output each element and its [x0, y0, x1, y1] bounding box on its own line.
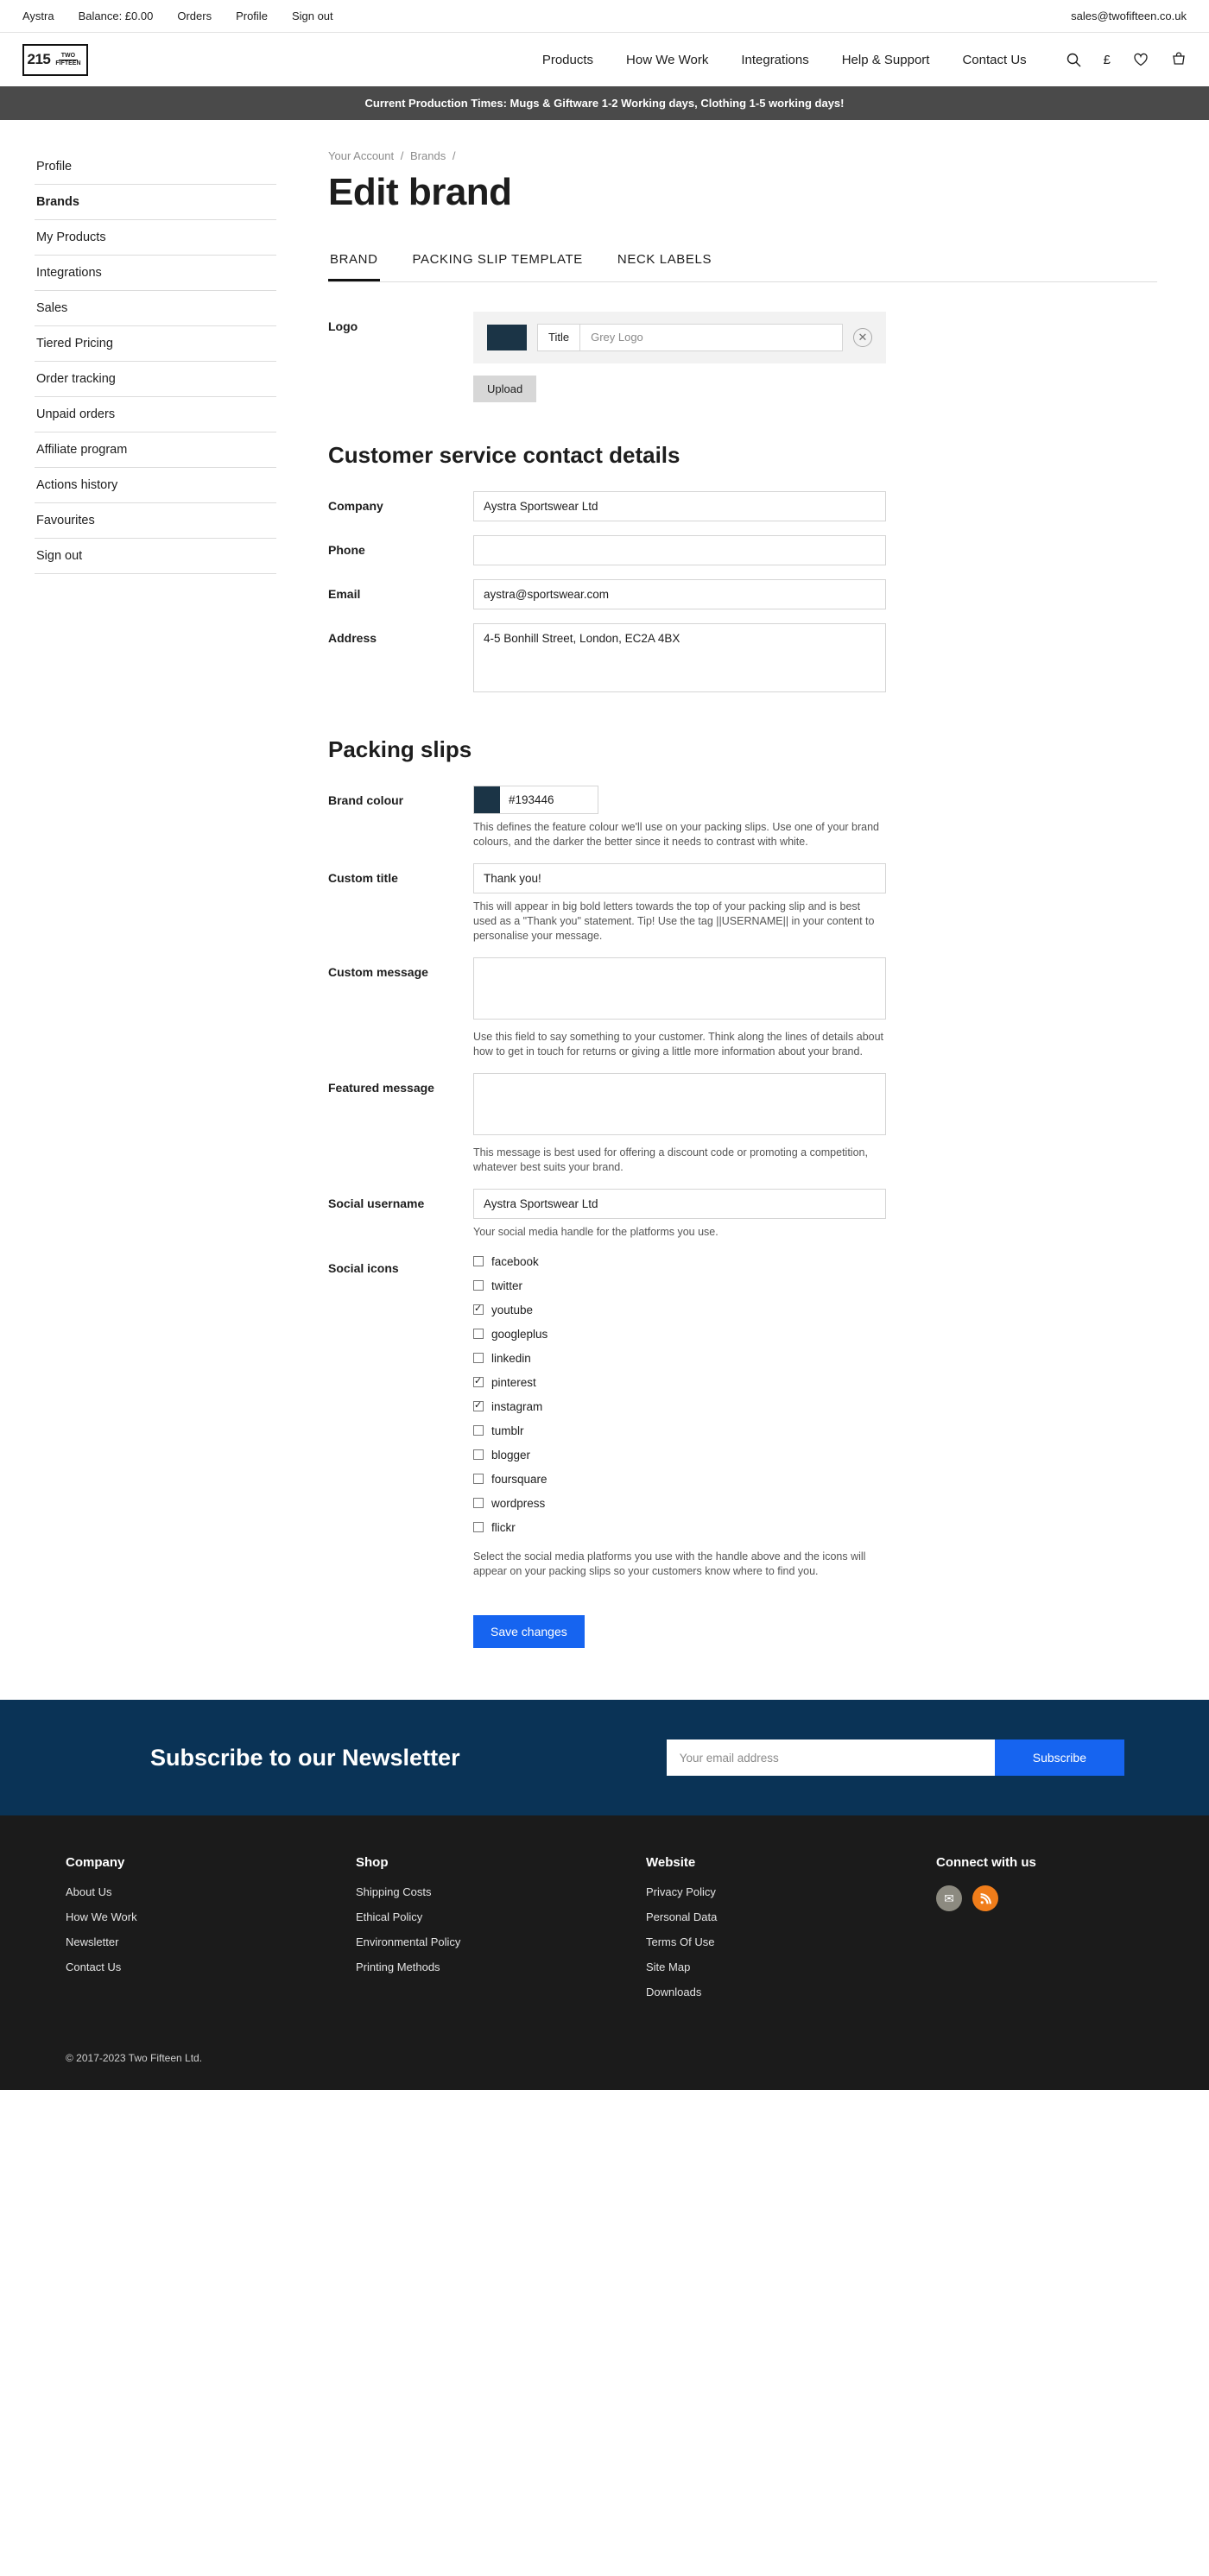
social-option-label: googleplus — [491, 1327, 548, 1341]
nav-item-products[interactable]: Products — [541, 52, 594, 67]
utility-bar — [0, 0, 1209, 33]
footer-link-printing-methods[interactable]: Printing Methods — [356, 1960, 440, 1973]
company-field — [473, 491, 886, 521]
newsletter-subscribe-button[interactable]: Subscribe — [995, 1739, 1124, 1776]
social-option-label: youtube — [491, 1303, 534, 1316]
footer-link-site-map[interactable]: Site Map — [646, 1960, 691, 1973]
featured-message-label: Featured message — [328, 1081, 434, 1095]
logo-title-input[interactable] — [537, 324, 843, 351]
email-label: Email — [328, 587, 361, 601]
wishlist-icon[interactable] — [1133, 52, 1149, 67]
utility-orders-link[interactable]: Orders — [177, 9, 212, 22]
social-option-label: wordpress — [491, 1496, 546, 1510]
sidebar-item-unpaid-orders[interactable]: Unpaid orders — [35, 397, 276, 432]
footer-social-icons — [936, 1885, 1209, 1911]
social-icons-row — [328, 1253, 1157, 1579]
sidebar-item-favourites[interactable]: Favourites — [35, 503, 276, 539]
newsletter-form — [667, 1739, 1174, 1776]
address-input[interactable] — [473, 623, 886, 692]
tab-brand[interactable]: BRAND — [328, 243, 380, 281]
logo-title-label: Title — [538, 325, 580, 350]
address-row — [328, 623, 1157, 697]
breadcrumb-separator-2: / — [452, 149, 456, 162]
utility-profile-link[interactable]: Profile — [236, 9, 268, 22]
social-option-youtube[interactable] — [473, 1302, 886, 1317]
sidebar-item-tiered-pricing[interactable]: Tiered Pricing — [35, 326, 276, 362]
custom-message-help: Use this field to say something to your customer. Think along the lines of details about how to get in touch for returns or giving a little more information about your brand. — [473, 1031, 884, 1058]
footer-company-title: Company — [66, 1855, 125, 1870]
checkbox-instagram[interactable] — [473, 1401, 484, 1411]
social-option-blogger[interactable] — [473, 1447, 886, 1462]
utility-signout-link[interactable]: Sign out — [291, 9, 333, 22]
brand-colour-value[interactable]: #193446 — [509, 793, 554, 806]
brand-colour-row — [328, 786, 1157, 849]
utility-bar-left — [22, 9, 333, 22]
footer-link-environmental-policy[interactable]: Environmental Policy — [356, 1935, 461, 1948]
breadcrumb-your-account[interactable]: Your Account — [328, 149, 395, 162]
checkbox-youtube[interactable] — [473, 1304, 484, 1315]
social-icons-checkbox-list — [473, 1253, 886, 1544]
primary-nav-links — [542, 53, 1027, 67]
contact-section-heading: Customer service contact details — [328, 442, 680, 468]
footer-copyright: © 2017-2023 Two Fifteen Ltd. — [66, 2052, 203, 2064]
logo-word-top: TWO — [59, 53, 78, 60]
checkbox-pinterest[interactable] — [473, 1377, 484, 1387]
account-sidebar — [35, 149, 294, 1648]
footer-link-terms-of-use[interactable]: Terms Of Use — [646, 1935, 715, 1948]
company-label: Company — [328, 499, 383, 513]
checkbox-linkedin[interactable] — [473, 1353, 484, 1363]
nav-icon-group — [1067, 52, 1187, 67]
address-label: Address — [328, 631, 377, 645]
currency-selector[interactable]: £ — [1103, 52, 1111, 67]
site-footer — [0, 1815, 1209, 2090]
footer-column-shop — [356, 1855, 646, 2011]
social-option-label: facebook — [491, 1254, 539, 1268]
sidebar-item-affiliate-program[interactable]: Affiliate program — [35, 432, 276, 468]
footer-link-shipping-costs[interactable]: Shipping Costs — [356, 1885, 432, 1898]
announcement-banner: Current Production Times: Mugs & Giftware 1-2 Working days, Clothing 1-5 working days! — [0, 86, 1209, 120]
social-option-label: instagram — [491, 1399, 543, 1413]
social-option-linkedin[interactable] — [473, 1350, 886, 1366]
logo-field — [473, 312, 886, 402]
logo-label: Logo — [328, 319, 358, 333]
social-option-wordpress[interactable] — [473, 1495, 886, 1511]
company-row — [328, 491, 1157, 521]
nav-item-help-support[interactable]: Help & Support — [841, 52, 930, 67]
content-wrapper — [0, 120, 1209, 1700]
featured-message-help: This message is best used for offering a discount code or promoting a competition, whatever best suits your brand. — [473, 1146, 868, 1173]
social-option-label: flickr — [491, 1520, 516, 1534]
featured-message-field — [473, 1073, 886, 1175]
checkbox-twitter[interactable] — [473, 1280, 484, 1291]
logo-row — [328, 312, 1157, 402]
email-field — [473, 579, 886, 609]
checkbox-facebook[interactable] — [473, 1256, 484, 1266]
sidebar-item-integrations[interactable]: Integrations — [35, 256, 276, 291]
nav-item-how-we-work[interactable]: How We Work — [626, 52, 709, 67]
social-option-tumblr[interactable] — [473, 1423, 886, 1438]
checkbox-wordpress[interactable] — [473, 1498, 484, 1508]
account-name[interactable]: Aystra — [22, 9, 54, 22]
rss-icon[interactable] — [972, 1885, 998, 1911]
social-option-pinterest[interactable] — [473, 1374, 886, 1390]
custom-title-field — [473, 863, 886, 944]
social-icons-field — [473, 1253, 886, 1579]
social-option-label: pinterest — [491, 1375, 536, 1389]
footer-link-newsletter[interactable]: Newsletter — [66, 1935, 119, 1948]
address-field — [473, 623, 886, 697]
packing-section-heading: Packing slips — [328, 736, 472, 762]
sidebar-item-sales[interactable]: Sales — [35, 291, 276, 326]
phone-field — [473, 535, 886, 565]
email-icon[interactable]: ✉ — [936, 1885, 962, 1911]
social-option-googleplus[interactable] — [473, 1326, 886, 1342]
phone-label: Phone — [328, 543, 365, 557]
site-logo[interactable] — [22, 44, 88, 76]
featured-message-input[interactable] — [473, 1073, 886, 1135]
tab-packing-slip-template[interactable]: PACKING SLIP TEMPLATE — [412, 252, 583, 267]
custom-message-row — [328, 957, 1157, 1059]
checkbox-googleplus[interactable] — [473, 1329, 484, 1339]
social-username-field — [473, 1189, 886, 1240]
footer-connect-title: Connect with us — [936, 1855, 1036, 1870]
footer-website-title: Website — [646, 1855, 696, 1870]
social-option-label: tumblr — [491, 1424, 524, 1437]
checkbox-flickr[interactable] — [473, 1522, 484, 1532]
custom-title-row — [328, 863, 1157, 944]
sidebar-item-actions-history[interactable]: Actions history — [35, 468, 276, 503]
tab-neck-labels[interactable]: NECK LABELS — [617, 252, 712, 267]
footer-column-website — [646, 1855, 936, 2011]
footer-shop-title: Shop — [356, 1855, 389, 1870]
logo-thumbnail — [487, 325, 527, 350]
footer-link-personal-data[interactable]: Personal Data — [646, 1910, 718, 1923]
logo-wordmark — [53, 53, 83, 67]
page-title: Edit brand — [328, 171, 512, 213]
brand-colour-label: Brand colour — [328, 793, 404, 807]
brand-colour-field — [473, 786, 886, 849]
social-option-label: linkedin — [491, 1351, 531, 1365]
featured-message-row — [328, 1073, 1157, 1175]
save-changes-button[interactable]: Save changes — [473, 1615, 585, 1648]
social-option-facebook[interactable] — [473, 1253, 886, 1269]
newsletter-heading: Subscribe to our Newsletter — [150, 1744, 460, 1771]
social-option-foursquare[interactable] — [473, 1471, 886, 1487]
logo-panel — [473, 312, 886, 363]
custom-message-field — [473, 957, 886, 1059]
social-username-row — [328, 1189, 1157, 1240]
main-navigation — [0, 33, 1209, 86]
breadcrumb-separator-1: / — [400, 149, 404, 162]
logo-word-bottom: FIFTEEN — [55, 60, 81, 66]
footer-link-contact-us[interactable]: Contact Us — [66, 1960, 122, 1973]
company-input[interactable] — [473, 491, 886, 521]
newsletter-email-input[interactable] — [667, 1739, 995, 1776]
sidebar-item-sign-out[interactable]: Sign out — [35, 539, 276, 574]
sidebar-item-profile[interactable]: Profile — [35, 149, 276, 185]
social-option-twitter[interactable] — [473, 1278, 886, 1293]
logo-mark: 215 — [27, 51, 51, 67]
support-email-link[interactable]: sales@twofifteen.co.uk — [1071, 9, 1187, 22]
custom-title-help: This will appear in big bold letters towards the top of your packing slip and is best used as a "Thank you" statement. Tip! Use the tag ||USERNAME|| in your content to personalise your message. — [473, 900, 875, 942]
footer-columns — [35, 1855, 1174, 2011]
account-balance: Balance: £0.00 — [78, 9, 154, 22]
footer-link-about-us[interactable]: About Us — [66, 1885, 112, 1898]
tab-bar — [328, 243, 1157, 282]
logo-title-value[interactable]: Grey Logo — [591, 331, 643, 344]
custom-message-label: Custom message — [328, 965, 428, 979]
upload-button[interactable]: Upload — [473, 376, 536, 402]
brand-colour-input[interactable] — [473, 786, 598, 814]
sidebar-item-my-products[interactable]: My Products — [35, 220, 276, 256]
nav-item-integrations[interactable]: Integrations — [741, 52, 809, 67]
brand-colour-swatch[interactable] — [474, 786, 500, 813]
social-option-label: blogger — [491, 1448, 531, 1462]
social-username-label: Social username — [328, 1196, 425, 1210]
search-icon[interactable] — [1067, 53, 1081, 67]
social-username-help: Your social media handle for the platforms you use. — [473, 1226, 718, 1238]
checkbox-blogger[interactable] — [473, 1449, 484, 1460]
cart-icon[interactable] — [1171, 52, 1187, 67]
newsletter-section — [0, 1700, 1209, 1815]
social-username-input[interactable] — [473, 1189, 886, 1219]
custom-title-input[interactable] — [473, 863, 886, 893]
phone-row — [328, 535, 1157, 565]
social-option-instagram[interactable] — [473, 1398, 886, 1414]
brand-colour-help: This defines the feature colour we'll use on your packing slips. Use one of your brand colours, and the darker the better since it needs to contrast with white. — [473, 821, 880, 848]
social-icons-label: Social icons — [328, 1261, 399, 1275]
social-option-label: twitter — [491, 1279, 523, 1292]
custom-title-label: Custom title — [328, 871, 398, 885]
breadcrumb — [328, 149, 1157, 162]
sidebar-item-brands[interactable]: Brands — [35, 185, 276, 220]
utility-bar-right — [1071, 9, 1187, 22]
main-content — [294, 149, 1157, 1648]
close-icon[interactable]: ✕ — [853, 328, 872, 347]
footer-column-company — [66, 1855, 356, 2011]
footer-link-how-we-work[interactable]: How We Work — [66, 1910, 137, 1923]
footer-link-privacy-policy[interactable]: Privacy Policy — [646, 1885, 716, 1898]
checkbox-tumblr[interactable] — [473, 1425, 484, 1436]
social-icons-help: Select the social media platforms you use with the handle above and the icons will appear on your packing slips so your customers know where to find you. — [473, 1550, 866, 1577]
social-option-label: foursquare — [491, 1472, 548, 1486]
checkbox-foursquare[interactable] — [473, 1474, 484, 1484]
custom-message-input[interactable] — [473, 957, 886, 1020]
nav-item-contact-us[interactable]: Contact Us — [962, 52, 1027, 67]
footer-link-downloads[interactable]: Downloads — [646, 1986, 702, 1998]
email-row — [328, 579, 1157, 609]
email-input[interactable] — [473, 579, 886, 609]
footer-link-ethical-policy[interactable]: Ethical Policy — [356, 1910, 423, 1923]
footer-column-connect — [936, 1855, 1209, 2011]
sidebar-item-order-tracking[interactable]: Order tracking — [35, 362, 276, 397]
breadcrumb-brands[interactable]: Brands — [410, 149, 446, 162]
social-option-flickr[interactable] — [473, 1519, 886, 1535]
phone-input[interactable] — [473, 535, 886, 565]
